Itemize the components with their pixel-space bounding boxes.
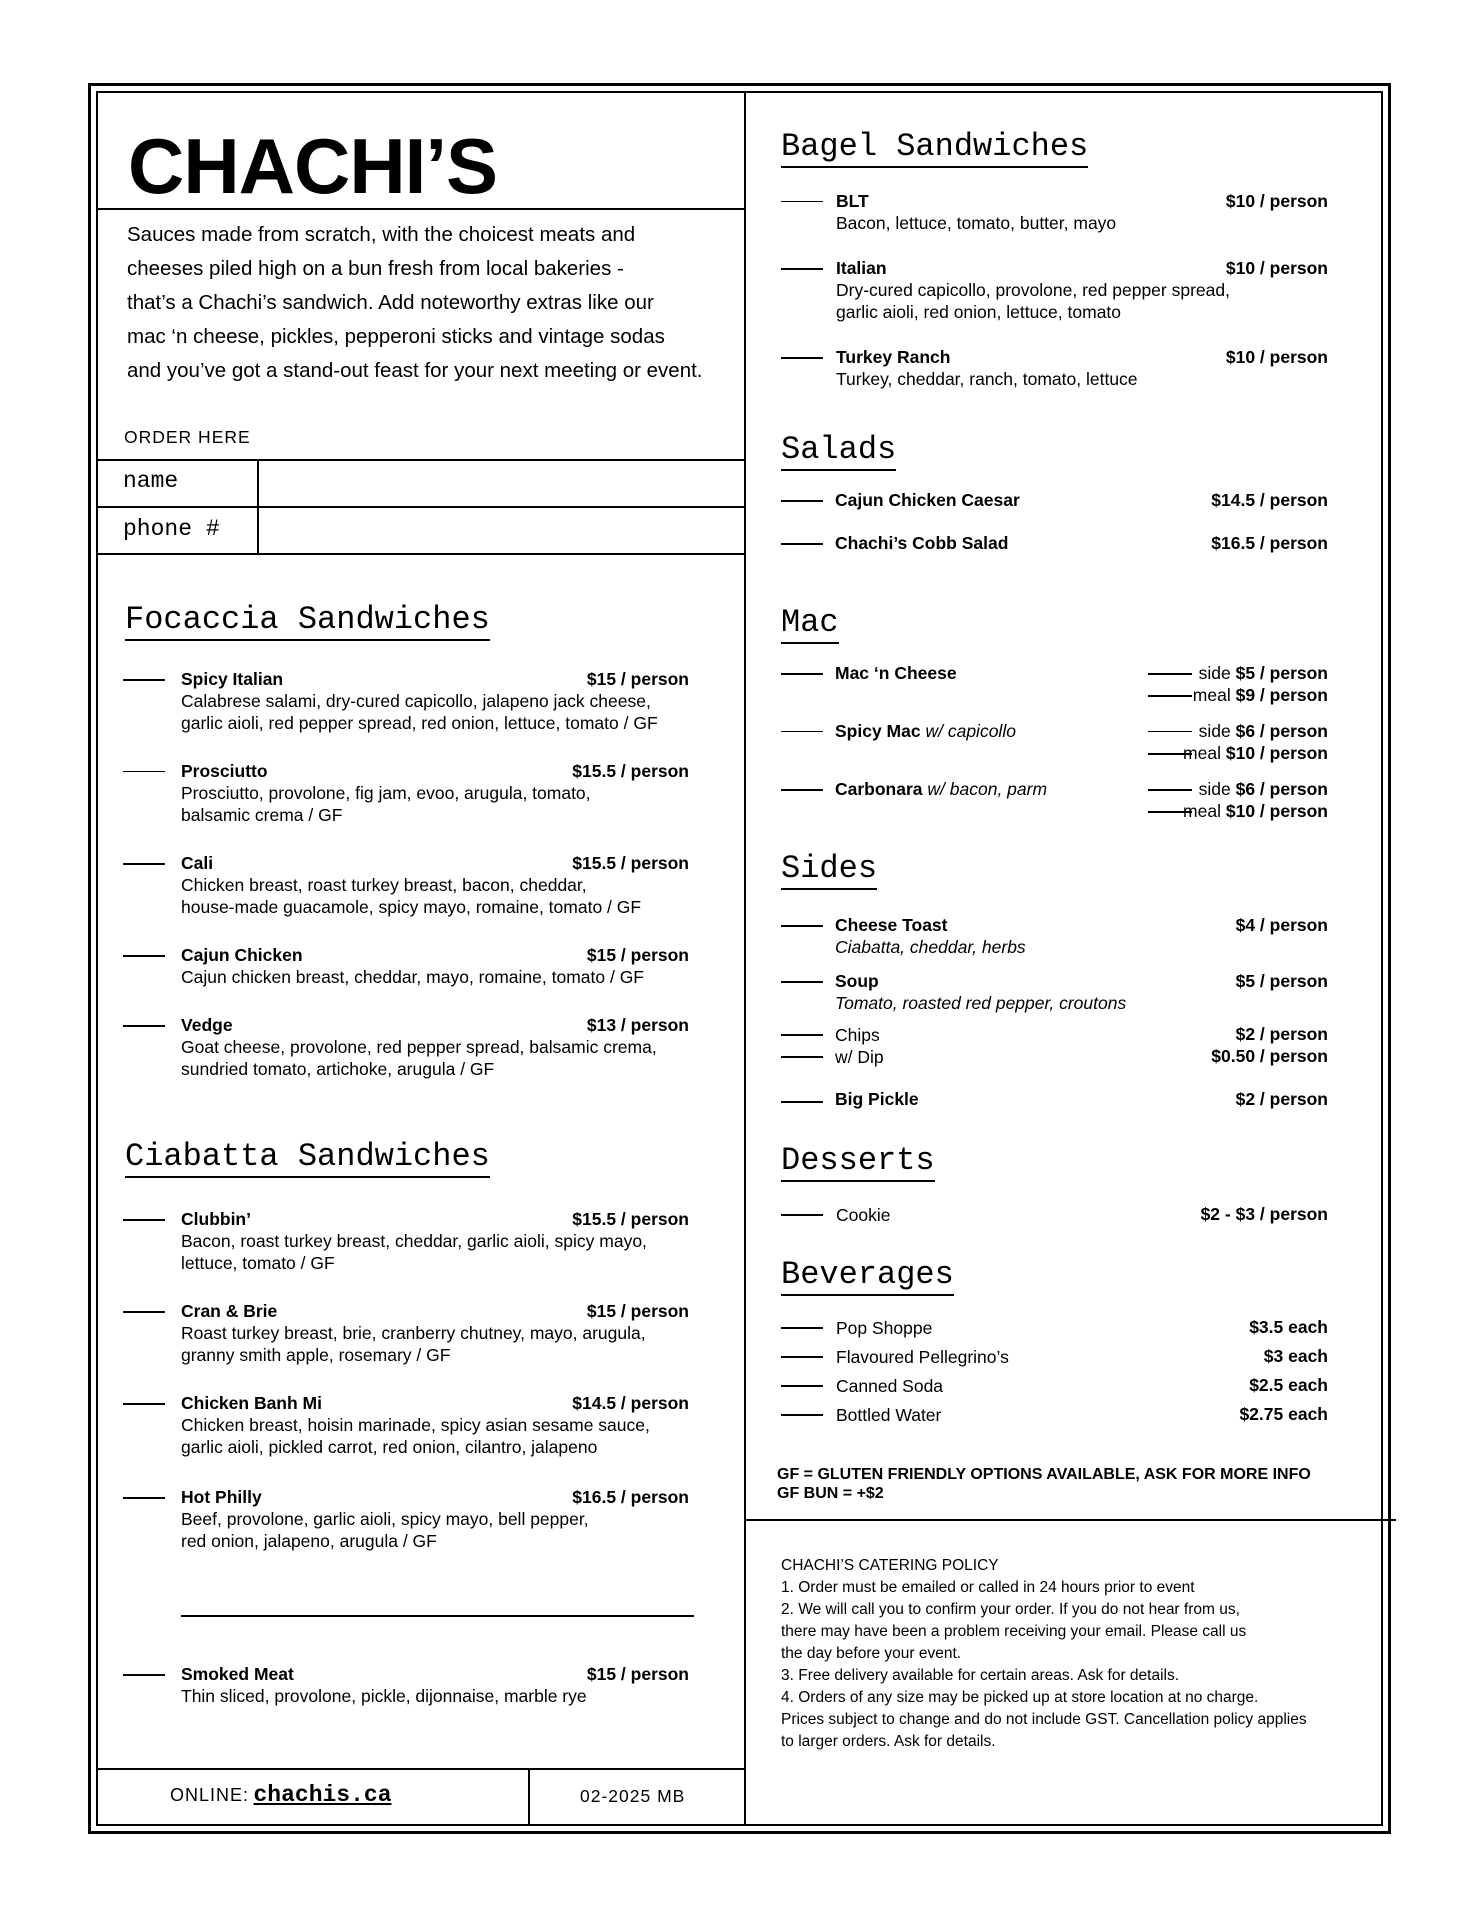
menu-item — [781, 1024, 1328, 1046]
menu-item — [123, 761, 689, 826]
item-price: $16.5 / person — [572, 1487, 689, 1507]
item-price: $2 - $3 / person — [1200, 1204, 1328, 1224]
check-line — [781, 357, 823, 359]
item-desc: Beef, provolone, garlic aioli, spicy mayo, bell pepper, — [181, 1509, 589, 1529]
menu-item — [123, 1301, 689, 1366]
form-line — [98, 553, 744, 555]
bagel-title: Bagel Sandwiches — [781, 129, 1088, 168]
item-desc: Cajun chicken breast, cheddar, mayo, romaine, tomato / GF — [181, 967, 644, 987]
item-name: Cheese Toast — [835, 915, 948, 935]
item-name: Soup — [835, 971, 879, 991]
menu-item — [123, 1664, 689, 1707]
footer-divider — [98, 1768, 744, 1770]
gf-note — [777, 1465, 1311, 1503]
item-price: $2.75 each — [1239, 1404, 1328, 1424]
meal-price: $10 / person — [1225, 801, 1328, 821]
meal-price: $10 / person — [1225, 743, 1328, 763]
item-name: Bottled Water — [836, 1405, 942, 1425]
item-desc: Thin sliced, provolone, pickle, dijonnaise, marble rye — [181, 1686, 587, 1706]
item-price: $15.5 / person — [572, 1209, 689, 1229]
check-line — [781, 1327, 823, 1329]
menu-item — [781, 1375, 1328, 1397]
item-price: $16.5 / person — [1211, 533, 1328, 553]
policy-line: there may have been a problem receiving your email. Please call us — [781, 1623, 1247, 1640]
meal-check-line — [1148, 753, 1192, 755]
mac-name: Mac ‘n Cheese — [835, 663, 957, 683]
check-line — [781, 1356, 823, 1358]
item-desc: Dry-cured capicollo, provolone, red pepper spread, — [836, 280, 1230, 300]
write-in-line — [181, 1615, 694, 1617]
intro-text — [127, 218, 727, 388]
item-price: $2 / person — [1235, 1089, 1328, 1109]
menu-item — [123, 1015, 689, 1080]
item-name: Clubbin’ — [181, 1209, 251, 1229]
item-price: $5 / person — [1235, 971, 1328, 991]
check-line — [123, 1219, 165, 1221]
side-label: side — [1198, 721, 1231, 741]
item-name: Chachi’s Cobb Salad — [835, 533, 1009, 553]
menu-item — [781, 1204, 1328, 1226]
menu-item — [781, 347, 1328, 390]
menu-item — [781, 915, 1328, 958]
version-code: 02-2025 MB — [580, 1786, 686, 1806]
check-line — [781, 981, 823, 983]
menu-item — [781, 1046, 1328, 1068]
check-line — [781, 673, 823, 675]
item-desc: granny smith apple, rosemary / GF — [181, 1345, 451, 1365]
item-desc: red onion, jalapeno, arugula / GF — [181, 1531, 437, 1551]
item-price: $13 / person — [586, 1015, 689, 1035]
item-name: Cajun Chicken — [181, 945, 303, 965]
policy-line: 1. Order must be emailed or called in 24 hours prior to event — [781, 1579, 1195, 1596]
item-desc: Chicken breast, roast turkey breast, bacon, cheddar, — [181, 875, 587, 895]
side-check-line — [1148, 789, 1192, 791]
intro-line: and you’ve got a stand-out feast for your next meeting or event. — [127, 359, 703, 382]
beverages-title: Beverages — [781, 1257, 954, 1296]
meal-label: meal — [1183, 743, 1221, 763]
check-line — [781, 925, 823, 927]
policy-line: the day before your event. — [781, 1645, 962, 1662]
side-price-row — [1199, 779, 1328, 800]
item-price: $15.5 / person — [572, 761, 689, 781]
footer-column-line — [528, 1768, 530, 1826]
menu-item — [123, 853, 689, 918]
check-line — [781, 543, 823, 545]
item-price: $10 / person — [1225, 347, 1328, 367]
item-price: $3.5 each — [1249, 1317, 1328, 1337]
meal-price: $9 / person — [1235, 685, 1328, 705]
mac-title: Mac — [781, 605, 839, 644]
item-price: $15 / person — [586, 1664, 689, 1684]
item-name: Cookie — [836, 1205, 891, 1225]
item-desc: house-made guacamole, spicy mayo, romaine, tomato / GF — [181, 897, 642, 917]
item-name: Hot Philly — [181, 1487, 262, 1507]
policy-line: 3. Free delivery available for certain areas. Ask for details. — [781, 1667, 1180, 1684]
side-price: $6 / person — [1235, 779, 1328, 799]
item-desc: sundried tomato, artichoke, arugula / GF — [181, 1059, 495, 1079]
check-line — [781, 731, 823, 732]
check-line — [781, 201, 823, 202]
side-price-row — [1199, 721, 1328, 742]
item-name: Prosciutto — [181, 761, 268, 781]
side-label: side — [1198, 663, 1231, 683]
menu-item — [781, 971, 1328, 1014]
check-line — [781, 1034, 823, 1036]
item-price: $10 / person — [1225, 191, 1328, 211]
side-check-line — [1148, 673, 1192, 675]
check-line — [781, 1385, 823, 1387]
item-price: $10 / person — [1225, 258, 1328, 278]
item-price: $15 / person — [586, 669, 689, 689]
check-line — [123, 1497, 165, 1499]
policy-line: 2. We will call you to confirm your order. If you do not hear from us, — [781, 1601, 1240, 1618]
menu-item — [123, 945, 689, 988]
item-price: $15 / person — [586, 945, 689, 965]
side-price: $6 / person — [1235, 721, 1328, 741]
menu-item — [781, 258, 1328, 323]
menu-item — [123, 1487, 689, 1552]
name-field[interactable] — [260, 461, 742, 505]
item-desc: Prosciutto, provolone, fig jam, evoo, arugula, tomato, — [181, 783, 591, 803]
item-name: Chicken Banh Mi — [181, 1393, 322, 1413]
check-line — [123, 679, 165, 681]
phone-label: phone # — [123, 516, 220, 542]
item-name: Vedge — [181, 1015, 233, 1035]
side-check-line — [1148, 731, 1192, 732]
intro-line: cheeses piled high on a bun fresh from local bakeries - — [127, 257, 624, 280]
mac-name: Spicy Mac — [835, 721, 921, 741]
form-column-line — [257, 459, 259, 554]
side-price-row — [1199, 663, 1328, 684]
menu-item — [781, 533, 1328, 554]
policy-line: to larger orders. Ask for details. — [781, 1733, 996, 1750]
mac-item — [781, 779, 1328, 823]
item-name: Smoked Meat — [181, 1664, 294, 1684]
meal-check-line — [1148, 695, 1192, 697]
item-desc: Ciabatta, cheddar, herbs — [835, 937, 1026, 957]
check-line — [781, 1056, 823, 1058]
item-price: $2 / person — [1235, 1024, 1328, 1044]
check-line — [123, 955, 165, 957]
phone-field[interactable] — [260, 508, 742, 552]
catering-policy — [781, 1555, 1381, 1753]
meal-label: meal — [1183, 801, 1221, 821]
menu-item — [781, 191, 1328, 234]
item-desc: Turkey, cheddar, ranch, tomato, lettuce — [836, 369, 1138, 389]
side-price: $5 / person — [1235, 663, 1328, 683]
menu-item — [123, 1209, 689, 1274]
item-desc: garlic aioli, pickled carrot, red onion, cilantro, jalapeno — [181, 1437, 598, 1457]
gf-bun-note: GF BUN = +$2 — [777, 1485, 884, 1502]
online-label: ONLINE: — [170, 1785, 250, 1805]
check-line — [123, 1403, 165, 1405]
item-price: $15 / person — [586, 1301, 689, 1321]
order-here-heading: ORDER HERE — [124, 427, 251, 447]
meal-price-row — [1183, 801, 1328, 822]
item-desc: Calabrese salami, dry-cured capicollo, jalapeno jack cheese, — [181, 691, 651, 711]
meal-label: meal — [1192, 685, 1231, 705]
intro-line: Sauces made from scratch, with the choicest meats and — [127, 223, 636, 246]
item-price: $14.5 / person — [572, 1393, 689, 1413]
side-label: side — [1198, 779, 1231, 799]
order-form — [98, 459, 744, 555]
check-line — [781, 1414, 823, 1416]
item-price: $3 each — [1263, 1346, 1328, 1366]
mac-name: Carbonara — [835, 779, 923, 799]
item-price: $15.5 / person — [572, 853, 689, 873]
item-desc: Bacon, lettuce, tomato, butter, mayo — [836, 213, 1117, 233]
logo-divider — [98, 208, 744, 210]
mac-item — [781, 663, 1328, 707]
item-desc: balsamic crema / GF — [181, 805, 343, 825]
policy-divider — [745, 1519, 1396, 1521]
intro-line: that’s a Chachi’s sandwich. Add noteworthy extras like our — [127, 291, 654, 314]
item-desc: garlic aioli, red onion, lettuce, tomato — [836, 302, 1122, 322]
menu-item — [781, 490, 1328, 511]
ciabatta-title: Ciabatta Sandwiches — [125, 1139, 490, 1178]
check-line — [781, 500, 823, 502]
name-label: name — [123, 468, 179, 494]
item-name: Italian — [836, 258, 887, 278]
check-line — [781, 1214, 823, 1216]
intro-line: mac ‘n cheese, pickles, pepperoni sticks and vintage sodas — [127, 325, 665, 348]
item-name: Spicy Italian — [181, 669, 284, 689]
sides-title: Sides — [781, 851, 877, 890]
check-line — [781, 789, 823, 791]
menu-item — [781, 1404, 1328, 1426]
item-name: Big Pickle — [835, 1089, 919, 1109]
meal-price-row — [1183, 743, 1328, 764]
item-desc: Goat cheese, provolone, red pepper spread, balsamic crema, — [181, 1037, 657, 1057]
check-line — [781, 1101, 823, 1103]
item-name: Flavoured Pellegrino’s — [836, 1347, 1009, 1367]
gf-note-line: GF = GLUTEN FRIENDLY OPTIONS AVAILABLE, ASK FOR MORE INFO — [777, 1466, 1311, 1483]
footer-online — [170, 1782, 392, 1808]
meal-check-line — [1148, 811, 1192, 813]
column-divider — [744, 93, 746, 1824]
focaccia-title: Focaccia Sandwiches — [125, 602, 490, 641]
policy-title: CHACHI’S CATERING POLICY — [781, 1557, 999, 1574]
item-desc: Chicken breast, hoisin marinade, spicy asian sesame sauce, — [181, 1415, 650, 1435]
item-name: Pop Shoppe — [836, 1318, 933, 1338]
item-desc: lettuce, tomato / GF — [181, 1253, 335, 1273]
mac-item — [781, 721, 1328, 765]
menu-item — [123, 669, 689, 734]
menu-item — [781, 1317, 1328, 1339]
check-line — [123, 1674, 165, 1676]
check-line — [123, 863, 165, 865]
item-price: $14.5 / person — [1211, 490, 1328, 510]
policy-line: Prices subject to change and do not include GST. Cancellation policy applies — [781, 1711, 1307, 1728]
item-desc: Tomato, roasted red pepper, croutons — [835, 993, 1127, 1013]
policy-line: 4. Orders of any size may be picked up at store location at no charge. — [781, 1689, 1259, 1706]
mac-extra: w/ bacon, parm — [927, 779, 1048, 799]
item-desc: Bacon, roast turkey breast, cheddar, garlic aioli, spicy mayo, — [181, 1231, 647, 1251]
item-name: BLT — [836, 191, 869, 211]
salads-title: Salads — [781, 432, 896, 471]
website-link[interactable]: chachis.ca — [253, 1782, 392, 1808]
item-name: Cali — [181, 853, 214, 873]
item-desc: Roast turkey breast, brie, cranberry chutney, mayo, arugula, — [181, 1323, 646, 1343]
item-price: $2.5 each — [1249, 1375, 1328, 1395]
check-line — [123, 771, 165, 772]
menu-item — [781, 1346, 1328, 1368]
item-name: Cajun Chicken Caesar — [835, 490, 1020, 510]
item-desc: garlic aioli, red pepper spread, red onion, lettuce, tomato / GF — [181, 713, 658, 733]
item-name: Turkey Ranch — [836, 347, 951, 367]
meal-price-row — [1193, 685, 1328, 706]
item-price: $0.50 / person — [1211, 1046, 1328, 1066]
item-price: $4 / person — [1235, 915, 1328, 935]
check-line — [123, 1025, 165, 1027]
item-name: Chips — [835, 1025, 880, 1045]
item-name: Cran & Brie — [181, 1301, 278, 1321]
item-name: Canned Soda — [836, 1376, 944, 1396]
check-line — [781, 268, 823, 270]
check-line — [123, 1311, 165, 1313]
menu-item — [781, 1089, 1328, 1110]
desserts-title: Desserts — [781, 1143, 935, 1182]
menu-frame — [88, 83, 1391, 1834]
item-name: w/ Dip — [835, 1047, 884, 1067]
menu-inner-frame — [96, 91, 1383, 1826]
menu-item — [123, 1393, 689, 1458]
brand-logo: CHACHI’S — [128, 122, 498, 210]
mac-extra: w/ capicollo — [925, 721, 1016, 741]
